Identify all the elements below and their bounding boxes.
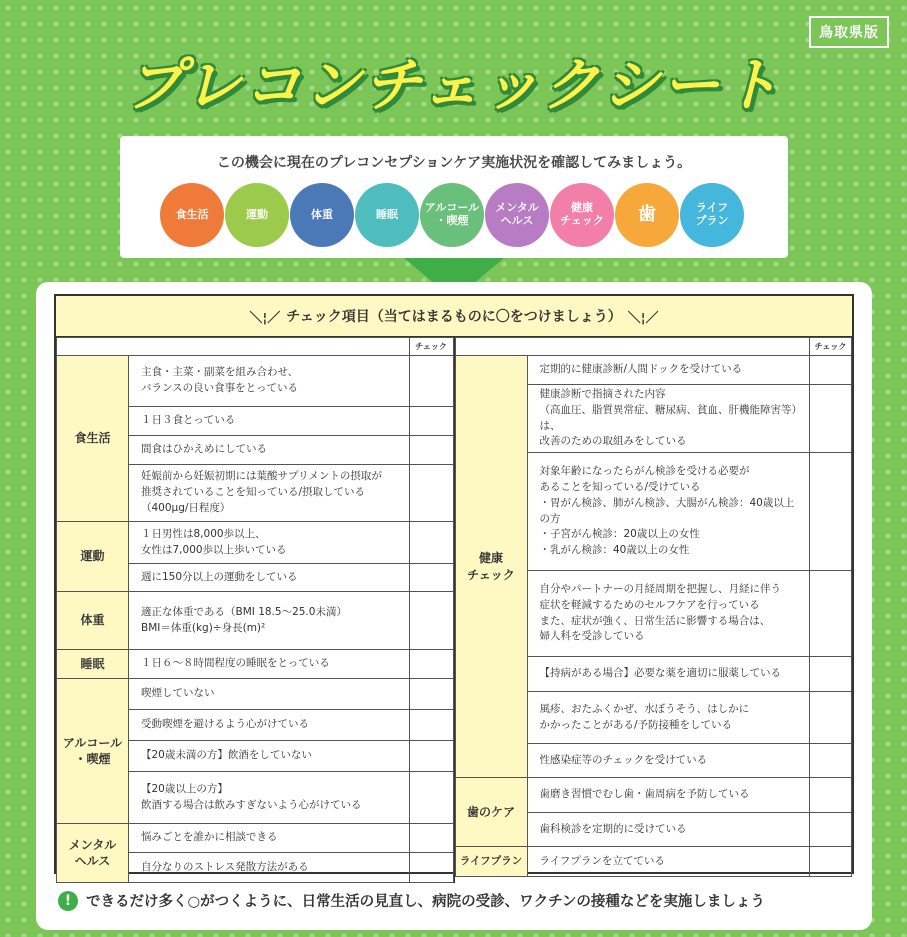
category-label-lifeplan: ライフプラン <box>455 847 527 877</box>
check-item: 【持病がある場合】必要な薬を適切に服薬している <box>527 657 810 692</box>
prefecture-badge: 鳥取県版 <box>809 16 889 48</box>
category-label-undo: 運動 <box>57 522 129 592</box>
check-cell[interactable] <box>810 778 852 813</box>
check-cell[interactable] <box>409 824 453 853</box>
check-cell[interactable] <box>409 522 453 564</box>
check-cell[interactable] <box>810 657 852 692</box>
check-cell[interactable] <box>810 813 852 847</box>
check-item: 主食・主菜・副菜を組み合わせ、 バランスの良い食事をとっている <box>129 356 410 407</box>
category-circle-shokuseikatsu: 食生活 <box>160 183 224 247</box>
check-cell[interactable] <box>409 436 453 465</box>
check-item: 受動喫煙を避けるよう心がけている <box>129 710 410 741</box>
check-cell[interactable] <box>409 772 453 824</box>
check-item: 間食はひかえめにしている <box>129 436 410 465</box>
check-cell[interactable] <box>409 592 453 650</box>
check-item: 自分やパートナーの月経周期を把握し、月経に伴う 症状を軽減するためのセルフケアを行っている また、症状が強く、日常生活に影響する場合は、 婦人科を受診している <box>527 571 810 657</box>
check-item: １日男性は8,000歩以上、 女性は7,000歩以上歩いている <box>129 522 410 564</box>
category-label-shokuseikatsu: 食生活 <box>57 356 129 522</box>
category-label-ha: 歯のケア <box>455 778 527 847</box>
check-item: １日６〜８時間程度の睡眠をとっている <box>129 650 410 679</box>
category-circle-alcohol: アルコール ・喫煙 <box>420 183 484 247</box>
check-cell[interactable] <box>810 571 852 657</box>
category-circle-taiju: 体重 <box>290 183 354 247</box>
footer-text: できるだけ多く○がつくように、日常生活の見直し、病院の受診、ワクチンの接種などを実施しましょう <box>86 894 765 910</box>
page-title: プレコンチェックシート <box>125 51 782 119</box>
check-item: 妊娠前から妊娠初期には葉酸サプリメントの摂取が 推奨されていることを知っている/摂取している （400μg/日程度） <box>129 465 410 522</box>
check-item: １日３食とっている <box>129 407 410 436</box>
category-label-mental: メンタル ヘルス <box>57 824 129 883</box>
check-cell[interactable] <box>810 356 852 385</box>
category-label-alcohol: アルコール ・喫煙 <box>57 679 129 824</box>
check-item: 週に150分以上の運動をしている <box>129 564 410 592</box>
check-cell[interactable] <box>409 564 453 592</box>
sparkle-left-icon: ＼¦／ <box>249 310 281 326</box>
category-circle-lifeplan: ライフ プラン <box>680 183 744 247</box>
category-circle-ha: 歯 <box>615 183 679 247</box>
category-circle-mental: メンタル ヘルス <box>485 183 549 247</box>
check-item: 歯科検診を定期的に受けている <box>527 813 810 847</box>
check-sheet <box>54 294 854 874</box>
check-cell[interactable] <box>409 407 453 436</box>
check-item: 喫煙していない <box>129 679 410 710</box>
sparkle-right-icon: ＼¦／ <box>627 310 659 326</box>
check-item: 歯磨き習慣でむし歯・歯周病を予防している <box>527 778 810 813</box>
footer-note <box>58 890 765 911</box>
category-label-taiju: 体重 <box>57 592 129 650</box>
category-circle-undo: 運動 <box>225 183 289 247</box>
check-column-header: チェック <box>810 338 852 356</box>
sheet-header <box>56 296 852 337</box>
check-item: 風疹、おたふくかぜ、水ぼうそう、はしかに かかったことがある/予防接種をしている <box>527 692 810 744</box>
check-item: 適正な体重である（BMI 18.5〜25.0未満） BMI＝体重(kg)÷身長(m)² <box>129 592 410 650</box>
check-column-header: チェック <box>409 338 453 356</box>
check-item: 定期的に健康診断/人間ドックを受けている <box>527 356 810 385</box>
check-cell[interactable] <box>810 453 852 571</box>
exclamation-icon: ! <box>58 891 78 911</box>
check-item: 性感染症等のチェックを受けている <box>527 744 810 778</box>
check-cell[interactable] <box>409 710 453 741</box>
intro-panel <box>120 136 788 258</box>
check-item: 自分なりのストレス発散方法がある <box>129 853 410 883</box>
check-cell[interactable] <box>409 679 453 710</box>
check-cell[interactable] <box>810 744 852 778</box>
category-circle-suimin: 睡眠 <box>355 183 419 247</box>
check-cell[interactable] <box>409 853 453 883</box>
sheet-title: チェック項目（当てはまるものに〇をつけましょう） <box>286 309 622 325</box>
check-item: 【20歳以上の方】 飲酒する場合は飲みすぎないよう心がけている <box>129 772 410 824</box>
check-cell[interactable] <box>409 465 453 522</box>
check-item: ライフプランを立てている <box>527 847 810 877</box>
check-item: 対象年齢になったらがん検診を受ける必要が あることを知っている/受けている ・胃がん検診、肺がん検診、大腸がん検診：40歳以上の方 ・子宮がん検診：20歳以上の女性 ・乳がん検診：40歳以上の女性 <box>527 453 810 571</box>
check-cell[interactable] <box>810 692 852 744</box>
check-cell[interactable] <box>810 847 852 877</box>
category-label-suimin: 睡眠 <box>57 650 129 679</box>
intro-text: この機会に現在のプレコンセプションケア実施状況を確認してみましょう。 <box>216 155 692 171</box>
category-circles <box>160 183 744 247</box>
category-circle-kenko: 健康 チェック <box>550 183 614 247</box>
check-cell[interactable] <box>409 356 453 407</box>
check-cell[interactable] <box>810 385 852 453</box>
check-item: 悩みごとを誰かに相談できる <box>129 824 410 853</box>
check-item: 【20歳未満の方】飲酒をしていない <box>129 741 410 772</box>
left-check-column <box>56 337 455 883</box>
check-cell[interactable] <box>409 650 453 679</box>
check-cell[interactable] <box>409 741 453 772</box>
right-check-column <box>455 337 853 883</box>
category-label-kenko: 健康 チェック <box>455 356 527 778</box>
check-item: 健康診断で指摘された内容 （高血圧、脂質異常症、糖尿病、貧血、肝機能障害等）は、 改善のための取組みをしている <box>527 385 810 453</box>
